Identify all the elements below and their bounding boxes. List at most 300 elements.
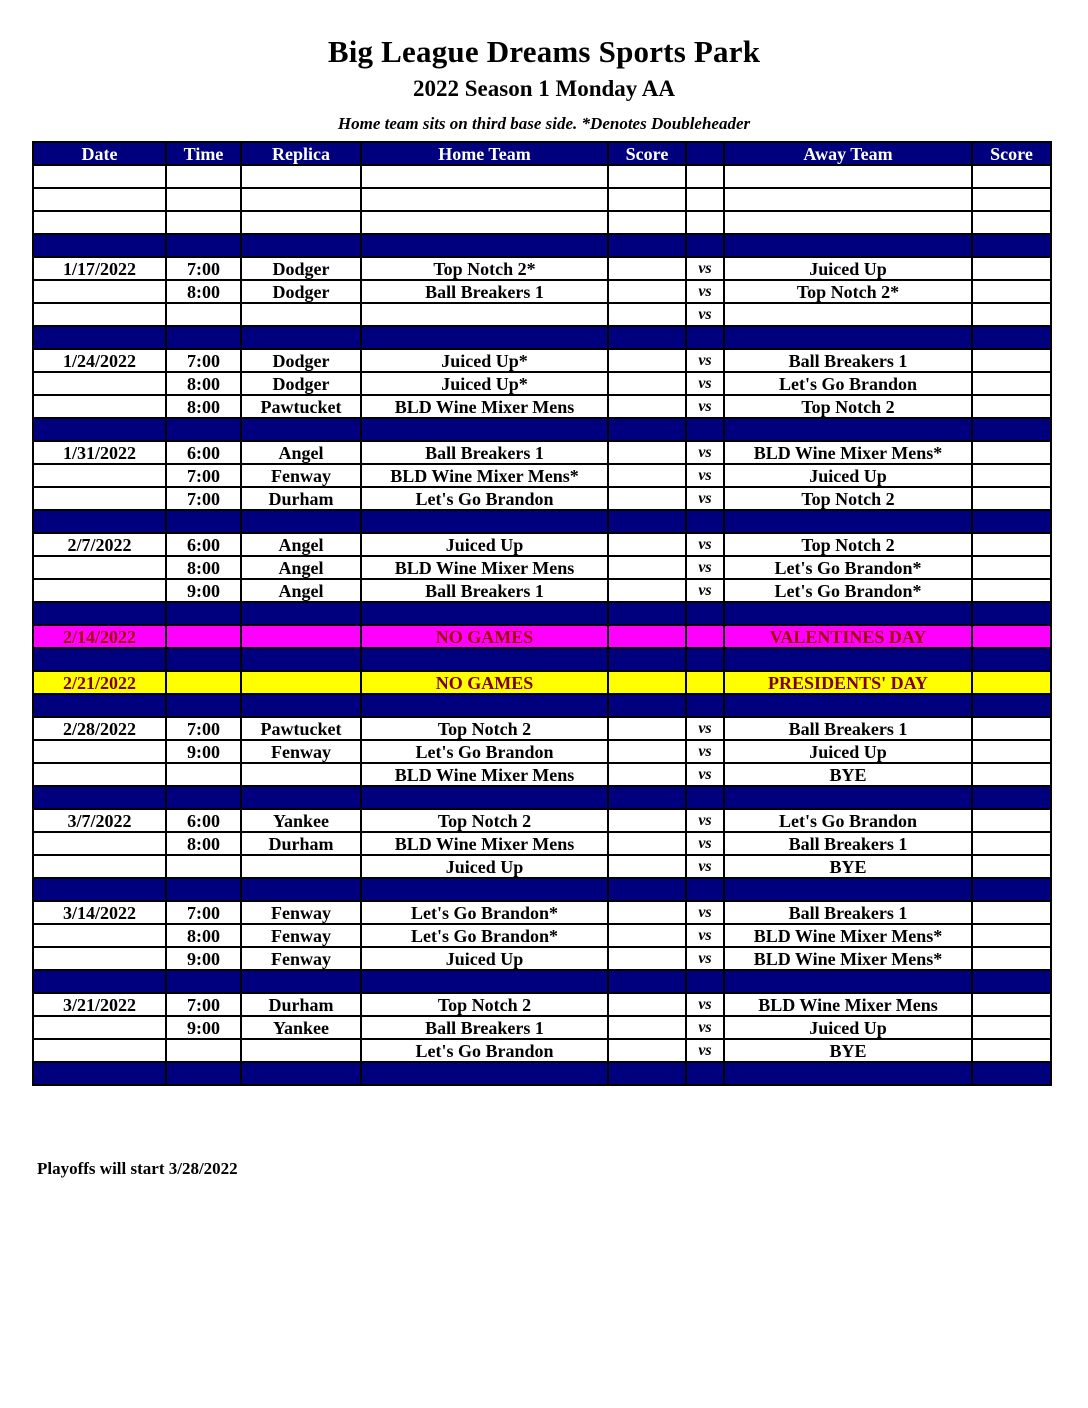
home-team-cell: Juiced Up* (361, 349, 608, 372)
away-score-cell (972, 602, 1051, 625)
away-team-cell (724, 165, 972, 188)
home-score-cell (608, 671, 686, 694)
time-cell: 9:00 (166, 1016, 241, 1039)
replica-cell (241, 326, 361, 349)
vs-cell: vs (686, 832, 724, 855)
replica-cell (241, 878, 361, 901)
vs-cell (686, 970, 724, 993)
vs-cell: vs (686, 855, 724, 878)
time-cell: 7:00 (166, 349, 241, 372)
blank-row (33, 188, 1051, 211)
home-score-cell (608, 165, 686, 188)
col-header-replica: Replica (241, 142, 361, 165)
replica-cell: Durham (241, 993, 361, 1016)
schedule-note: Home team sits on third base side. *Denotes Doubleheader (337, 114, 751, 133)
date-cell (33, 303, 166, 326)
away-team-cell: BLD Wine Mixer Mens* (724, 924, 972, 947)
home-score-cell (608, 372, 686, 395)
away-team-cell: Top Notch 2 (724, 395, 972, 418)
away-score-cell (972, 234, 1051, 257)
home-team-cell (361, 694, 608, 717)
away-team-cell (724, 648, 972, 671)
vs-cell: vs (686, 441, 724, 464)
date-cell (33, 510, 166, 533)
vs-cell (686, 326, 724, 349)
away-team-cell: PRESIDENTS' DAY (724, 671, 972, 694)
vs-cell (686, 671, 724, 694)
date-cell (33, 211, 166, 234)
home-score-cell (608, 257, 686, 280)
away-team-cell: Let's Go Brandon (724, 372, 972, 395)
away-score-cell (972, 464, 1051, 487)
vs-cell: vs (686, 395, 724, 418)
away-team-cell (724, 303, 972, 326)
date-cell (33, 487, 166, 510)
replica-cell: Angel (241, 556, 361, 579)
away-team-cell: BLD Wine Mixer Mens* (724, 947, 972, 970)
home-score-cell (608, 786, 686, 809)
col-header-away-score: Score (972, 142, 1051, 165)
away-score-cell (972, 165, 1051, 188)
away-team-cell (724, 602, 972, 625)
home-team-cell: Top Notch 2 (361, 993, 608, 1016)
page-subtitle: 2022 Season 1 Monday AA (413, 76, 675, 101)
home-team-cell: Top Notch 2 (361, 809, 608, 832)
replica-cell (241, 234, 361, 257)
away-score-cell (972, 947, 1051, 970)
date-cell (33, 556, 166, 579)
replica-cell (241, 510, 361, 533)
playoffs-note: Playoffs will start 3/28/2022 (37, 1159, 238, 1178)
away-team-cell (724, 786, 972, 809)
vs-cell: vs (686, 556, 724, 579)
home-team-cell: Top Notch 2 (361, 717, 608, 740)
separator-row (33, 510, 1051, 533)
separator-row (33, 418, 1051, 441)
replica-cell (241, 211, 361, 234)
away-score-cell (972, 924, 1051, 947)
table-row (33, 556, 1051, 579)
away-team-cell: Juiced Up (724, 257, 972, 280)
away-team-cell: Juiced Up (724, 464, 972, 487)
vs-cell: vs (686, 740, 724, 763)
vs-cell (686, 188, 724, 211)
date-cell (33, 832, 166, 855)
date-cell: 3/14/2022 (33, 901, 166, 924)
home-team-cell: BLD Wine Mixer Mens* (361, 464, 608, 487)
replica-cell (241, 188, 361, 211)
date-cell (33, 579, 166, 602)
table-row (33, 947, 1051, 970)
away-score-cell (972, 257, 1051, 280)
home-score-cell (608, 740, 686, 763)
date-cell (33, 924, 166, 947)
vs-cell (686, 602, 724, 625)
time-cell: 9:00 (166, 947, 241, 970)
home-score-cell (608, 464, 686, 487)
away-score-cell (972, 878, 1051, 901)
away-score-cell (972, 280, 1051, 303)
time-cell: 7:00 (166, 901, 241, 924)
away-score-cell (972, 901, 1051, 924)
away-team-cell: Ball Breakers 1 (724, 717, 972, 740)
replica-cell (241, 303, 361, 326)
vs-cell (686, 878, 724, 901)
away-team-cell: Ball Breakers 1 (724, 349, 972, 372)
away-team-cell: BLD Wine Mixer Mens (724, 993, 972, 1016)
time-cell (166, 878, 241, 901)
away-team-cell: Let's Go Brandon (724, 809, 972, 832)
away-score-cell (972, 372, 1051, 395)
away-team-cell: Top Notch 2* (724, 280, 972, 303)
date-cell (33, 280, 166, 303)
col-header-away-team: Away Team (724, 142, 972, 165)
date-cell (33, 855, 166, 878)
table-row (33, 1016, 1051, 1039)
time-cell: 8:00 (166, 556, 241, 579)
home-score-cell (608, 418, 686, 441)
table-row (33, 303, 1051, 326)
time-cell (166, 188, 241, 211)
home-team-cell (361, 878, 608, 901)
replica-cell (241, 1039, 361, 1062)
away-score-cell (972, 970, 1051, 993)
vs-cell: vs (686, 464, 724, 487)
col-header-home-score: Score (608, 142, 686, 165)
date-cell (33, 878, 166, 901)
time-cell (166, 1039, 241, 1062)
away-score-cell (972, 487, 1051, 510)
home-score-cell (608, 487, 686, 510)
date-cell (33, 165, 166, 188)
time-cell (166, 602, 241, 625)
away-team-cell: Let's Go Brandon* (724, 579, 972, 602)
table-row (33, 464, 1051, 487)
date-cell (33, 234, 166, 257)
date-cell (33, 1016, 166, 1039)
table-row (33, 740, 1051, 763)
replica-cell: Fenway (241, 901, 361, 924)
home-score-cell (608, 556, 686, 579)
home-team-cell: Let's Go Brandon (361, 740, 608, 763)
replica-cell: Angel (241, 441, 361, 464)
time-cell: 9:00 (166, 579, 241, 602)
away-team-cell: BLD Wine Mixer Mens* (724, 441, 972, 464)
vs-cell: vs (686, 487, 724, 510)
table-row (33, 924, 1051, 947)
time-cell (166, 234, 241, 257)
home-score-cell (608, 441, 686, 464)
time-cell: 8:00 (166, 280, 241, 303)
time-cell: 8:00 (166, 372, 241, 395)
replica-cell: Yankee (241, 809, 361, 832)
time-cell: 7:00 (166, 487, 241, 510)
separator-row (33, 970, 1051, 993)
table-row (33, 395, 1051, 418)
date-cell (33, 947, 166, 970)
date-cell: 2/28/2022 (33, 717, 166, 740)
time-cell: 7:00 (166, 717, 241, 740)
vs-cell: vs (686, 809, 724, 832)
home-score-cell (608, 510, 686, 533)
table-row (33, 441, 1051, 464)
home-team-cell: BLD Wine Mixer Mens (361, 395, 608, 418)
vs-cell (686, 694, 724, 717)
vs-cell (686, 211, 724, 234)
time-cell: 8:00 (166, 395, 241, 418)
separator-row (33, 1062, 1051, 1085)
away-team-cell: Juiced Up (724, 740, 972, 763)
away-team-cell: Juiced Up (724, 1016, 972, 1039)
home-score-cell (608, 832, 686, 855)
away-score-cell (972, 326, 1051, 349)
home-score-cell (608, 188, 686, 211)
home-score-cell (608, 211, 686, 234)
away-team-cell: Let's Go Brandon* (724, 556, 972, 579)
vs-cell (686, 510, 724, 533)
replica-cell: Durham (241, 832, 361, 855)
replica-cell (241, 165, 361, 188)
away-team-cell (724, 510, 972, 533)
vs-cell: vs (686, 947, 724, 970)
away-score-cell (972, 441, 1051, 464)
vs-cell: vs (686, 1039, 724, 1062)
time-cell: 8:00 (166, 924, 241, 947)
away-team-cell: BYE (724, 855, 972, 878)
vs-cell (686, 786, 724, 809)
home-score-cell (608, 303, 686, 326)
home-score-cell (608, 1039, 686, 1062)
table-row (33, 901, 1051, 924)
vs-cell: vs (686, 901, 724, 924)
home-score-cell (608, 625, 686, 648)
replica-cell (241, 970, 361, 993)
col-header-date: Date (33, 142, 166, 165)
time-cell (166, 855, 241, 878)
date-cell: 1/17/2022 (33, 257, 166, 280)
away-score-cell (972, 510, 1051, 533)
away-team-cell (724, 188, 972, 211)
away-score-cell (972, 418, 1051, 441)
home-team-cell: Ball Breakers 1 (361, 1016, 608, 1039)
date-cell: 3/7/2022 (33, 809, 166, 832)
home-team-cell: Let's Go Brandon* (361, 901, 608, 924)
away-team-cell (724, 878, 972, 901)
away-score-cell (972, 211, 1051, 234)
time-cell: 8:00 (166, 832, 241, 855)
away-score-cell (972, 533, 1051, 556)
home-score-cell (608, 1062, 686, 1085)
home-score-cell (608, 717, 686, 740)
table-row (33, 763, 1051, 786)
replica-cell: Pawtucket (241, 717, 361, 740)
home-team-cell: Top Notch 2* (361, 257, 608, 280)
table-row (33, 349, 1051, 372)
away-team-cell: Ball Breakers 1 (724, 832, 972, 855)
replica-cell (241, 763, 361, 786)
table-row (33, 579, 1051, 602)
time-cell: 7:00 (166, 464, 241, 487)
table-row (33, 717, 1051, 740)
away-score-cell (972, 395, 1051, 418)
home-score-cell (608, 280, 686, 303)
time-cell (166, 418, 241, 441)
replica-cell: Angel (241, 533, 361, 556)
home-score-cell (608, 878, 686, 901)
time-cell (166, 763, 241, 786)
home-team-cell: NO GAMES (361, 671, 608, 694)
vs-cell (686, 648, 724, 671)
away-score-cell (972, 740, 1051, 763)
date-cell (33, 1062, 166, 1085)
vs-cell: vs (686, 717, 724, 740)
away-score-cell (972, 1039, 1051, 1062)
date-cell (33, 464, 166, 487)
away-score-cell (972, 993, 1051, 1016)
time-cell (166, 694, 241, 717)
date-cell: 3/21/2022 (33, 993, 166, 1016)
separator-row (33, 602, 1051, 625)
table-row (33, 487, 1051, 510)
vs-cell: vs (686, 280, 724, 303)
replica-cell: Yankee (241, 1016, 361, 1039)
home-team-cell: Ball Breakers 1 (361, 280, 608, 303)
separator-row (33, 326, 1051, 349)
home-score-cell (608, 970, 686, 993)
time-cell (166, 671, 241, 694)
time-cell (166, 326, 241, 349)
home-team-cell: BLD Wine Mixer Mens (361, 832, 608, 855)
time-cell (166, 165, 241, 188)
vs-cell (686, 625, 724, 648)
home-team-cell (361, 303, 608, 326)
schedule-body (33, 165, 1051, 1085)
home-team-cell: Juiced Up (361, 947, 608, 970)
vs-cell: vs (686, 533, 724, 556)
away-team-cell (724, 1062, 972, 1085)
replica-cell: Fenway (241, 947, 361, 970)
home-team-cell: Juiced Up (361, 855, 608, 878)
date-cell (33, 648, 166, 671)
date-cell (33, 786, 166, 809)
home-team-cell (361, 1062, 608, 1085)
away-score-cell (972, 855, 1051, 878)
table-row (33, 533, 1051, 556)
home-score-cell (608, 855, 686, 878)
away-team-cell: Ball Breakers 1 (724, 901, 972, 924)
home-team-cell: Let's Go Brandon* (361, 924, 608, 947)
date-cell (33, 418, 166, 441)
home-score-cell (608, 395, 686, 418)
home-score-cell (608, 234, 686, 257)
time-cell (166, 786, 241, 809)
away-score-cell (972, 809, 1051, 832)
home-team-cell: NO GAMES (361, 625, 608, 648)
replica-cell: Dodger (241, 280, 361, 303)
home-team-cell: Let's Go Brandon (361, 487, 608, 510)
date-cell: 2/14/2022 (33, 625, 166, 648)
holiday-row (33, 625, 1051, 648)
replica-cell: Pawtucket (241, 395, 361, 418)
home-team-cell (361, 188, 608, 211)
home-score-cell (608, 602, 686, 625)
time-cell: 6:00 (166, 809, 241, 832)
home-team-cell: Ball Breakers 1 (361, 579, 608, 602)
time-cell (166, 648, 241, 671)
replica-cell: Durham (241, 487, 361, 510)
away-score-cell (972, 763, 1051, 786)
replica-cell: Fenway (241, 464, 361, 487)
table-row (33, 280, 1051, 303)
vs-cell: vs (686, 1016, 724, 1039)
away-team-cell (724, 418, 972, 441)
home-score-cell (608, 349, 686, 372)
away-score-cell (972, 579, 1051, 602)
replica-cell (241, 648, 361, 671)
replica-cell (241, 602, 361, 625)
time-cell: 7:00 (166, 257, 241, 280)
separator-row (33, 648, 1051, 671)
time-cell: 6:00 (166, 533, 241, 556)
date-cell (33, 1039, 166, 1062)
time-cell (166, 970, 241, 993)
home-score-cell (608, 648, 686, 671)
date-cell: 2/7/2022 (33, 533, 166, 556)
home-score-cell (608, 809, 686, 832)
home-team-cell (361, 211, 608, 234)
away-score-cell (972, 648, 1051, 671)
col-header-home-team: Home Team (361, 142, 608, 165)
date-cell (33, 740, 166, 763)
replica-cell (241, 855, 361, 878)
col-header-vs (686, 142, 724, 165)
replica-cell (241, 786, 361, 809)
away-team-cell: BYE (724, 1039, 972, 1062)
home-team-cell: BLD Wine Mixer Mens (361, 763, 608, 786)
home-score-cell (608, 993, 686, 1016)
vs-cell (686, 1062, 724, 1085)
date-cell (33, 372, 166, 395)
blank-row (33, 211, 1051, 234)
home-score-cell (608, 924, 686, 947)
home-score-cell (608, 694, 686, 717)
table-row (33, 832, 1051, 855)
away-score-cell (972, 694, 1051, 717)
away-score-cell (972, 717, 1051, 740)
home-score-cell (608, 533, 686, 556)
date-cell (33, 395, 166, 418)
time-cell: 9:00 (166, 740, 241, 763)
time-cell (166, 1062, 241, 1085)
vs-cell: vs (686, 579, 724, 602)
replica-cell: Fenway (241, 924, 361, 947)
replica-cell: Dodger (241, 372, 361, 395)
time-cell: 7:00 (166, 993, 241, 1016)
vs-cell: vs (686, 303, 724, 326)
home-team-cell: Juiced Up* (361, 372, 608, 395)
date-cell (33, 602, 166, 625)
separator-row (33, 694, 1051, 717)
home-team-cell: BLD Wine Mixer Mens (361, 556, 608, 579)
home-team-cell (361, 418, 608, 441)
away-score-cell (972, 1062, 1051, 1085)
separator-row (33, 786, 1051, 809)
table-row (33, 809, 1051, 832)
schedule-table (32, 141, 1052, 1086)
vs-cell (686, 418, 724, 441)
away-score-cell (972, 349, 1051, 372)
away-team-cell: BYE (724, 763, 972, 786)
